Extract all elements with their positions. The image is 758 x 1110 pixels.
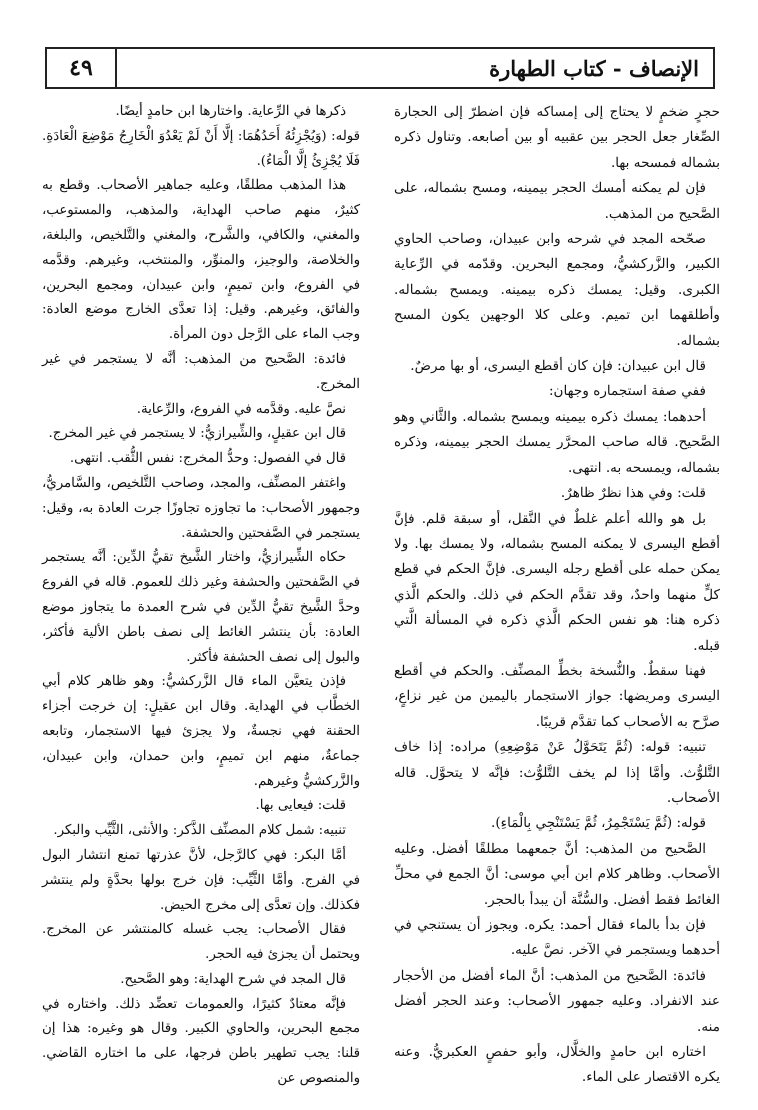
right-column xyxy=(394,100,720,1091)
paragraph: فقال الأصحاب: يجب غسله كالمنتشر عن المخرج. ويحتمل أن يجزئ فيه الحجر. xyxy=(42,922,360,963)
paragraph: قال ابن عبيدان: فإن كان أقطع اليسرى، أو بها مرضٌ. xyxy=(410,358,706,375)
paragraph: فإن لم يمكنه أمسك الحجر بيمينه، ومسح بشماله، على الصَّحيح من المذهب. xyxy=(394,180,720,222)
paragraph: ففي صفة استجماره وجهان: xyxy=(548,383,706,400)
page-number: ٤٩ xyxy=(47,49,117,87)
paragraph: قال ابن عقيلٍ، والشِّيرازيُّ: لا يستجمر في غير المخرج. xyxy=(48,426,346,442)
paragraph: فائدة: الصَّحيح من المذهب: أنَّه لا يستجمر في غير المخرج. xyxy=(42,351,360,392)
paragraph: فائدة: الصَّحيح من المذهب: أنَّ الماء أفضل من الأحجار عند الانفراد. وعليه جمهور الأصحاب: وعند الحجر أفضل منه. xyxy=(394,967,720,1035)
paragraph: قوله: (ثُمَّ يَسْتَجْمِرُ، ثُمَّ يَسْتَنْجِي بِالْمَاءِ). xyxy=(491,815,706,832)
paragraph: صحّحه المجد في شرحه وابن عبيدان، وصاحب الحاوي الكبير، والزَّركشيُّ، ومجمع البحرين. وقدّمه في الرِّعاية الكبرى. وقيل: يمسك ذكره بيمينه. ويمسح بشماله. وأطلقهما ابن تميم. وعلى كلا الوجهين يكون المسح بشماله. xyxy=(394,231,720,349)
running-header xyxy=(45,47,715,89)
paragraph: قوله: (وَيُجْزِئُهُ أَحَدُهُمَا: إلَّا أَنْ لَمْ يَعْدُوَ الْخَارِجُ مَوْضِعَ الْعَادَةِ. فَلَا يُجْزِئُ إلَّا الْمَاءُ). xyxy=(42,128,360,169)
paragraph: قال في الفصول: وحدُّ المخرج: نفس الثُّقب. انتهى. xyxy=(69,451,346,467)
paragraph: تنبيه: قوله: (ثُمَّ يَتَحَوَّلُ عَنْ مَوْضِعِهِ) مراده: إذا خاف التَّلوُّث. وأمَّا إذا لم يخف التَّلوُّث: فإنَّه لا يتحوَّل. قاله الأصحاب. xyxy=(394,739,720,806)
paragraph: فهنا سقطٌ. والنُّسخة بخطِّ المصنِّف. والحكم في أقطع اليسرى ومريضها: جواز الاستجمار باليمين من غير نزاعٍ، صرَّح به الأصحاب كما تقدَّم قريبًا. xyxy=(394,662,720,730)
paragraph: حجرٍ ضخمٍ لا يحتاج إلى إمساكه فإن اضطرّ إلى الحجارة الصِّغار جعل الحجر بين عقبيه أو بين أصابعه. وتناول ذكره بشماله فمسحه بها. xyxy=(394,104,720,171)
paragraph: فإذن يتعيَّن الماء قال الزَّركشيُّ: وهو ظاهر كلام أبي الخطَّاب في الهداية. وقال ابن عقيلٍ: إن خرجت أجزاء الحقنة فهي نجسةٌ، ولا يجزئ فيها الاستجمار، وتابعه جماعةٌ، منهم ابن تميمٍ، وابن حمدان، وابن عبيدان، والزَّركشيُّ وغيرهم. xyxy=(42,674,360,789)
paragraph: ذكرها في الرِّعاية. واختارها ابن حامدٍ أيضًا. xyxy=(115,104,346,119)
paragraph: هذا المذهب مطلقًا، وعليه جماهير الأصحاب. وقطع به كثيرٌ، منهم صاحب الهداية، والمذهب، والمستوعب، والمغني، والكافي، والشَّرح، والمغني والتَّلخيص، والبلغة، والخلاصة، والوجيز، والمنوِّر، والمنتخب، وغيرهم. وقدَّمه في الفروع، وابن تميمٍ، وابن عبيدان، ومجمع البحرين، والفائق، وغيرهم. وقيل: إذا تعدَّى الخارج موضع العادة: وجب الماء على الرَّجل دون المرأة. xyxy=(42,178,360,343)
running-title: الإنصاف - كتاب الطهارة xyxy=(489,55,699,81)
left-column xyxy=(42,100,360,1092)
paragraph: حكاه الشِّيرازيُّ، واختار الشَّيخ تقيُّ الدِّين: أنَّه يستجمر في الصَّفحتين والحشفة وغير ذلك للعموم. قاله في الفروع وحدَّ الشَّيخ تقيُّ الدِّين في شرح العمدة ما يتجاوز موضع العادة: بأن ينتشر الغائط إلى نصف باطن الألية فأكثر، والبول إلى نصف الحشفة فأكثر. xyxy=(42,550,360,665)
paragraph: أمَّا البكر: فهي كالرَّجل، لأنَّ عذرتها تمنع انتشار البول في الفرج. وأمَّا الثَّيِّب: فإن خرج بولها بحدَّةٍ ولم ينتشر فكذلك. وإن تعدَّى إلى مخرج الحيض. xyxy=(42,847,360,913)
paragraph: فإنَّه معتادٌ كثيرًا، والعمومات تعضِّد ذلك. واختاره في مجمع البحرين، والحاوي الكبير. وقال هو وغيره: هذا إن قلنا: يجب تطهير باطن فرجها، على ما اختاره القاضي. والمنصوص عن xyxy=(42,996,360,1087)
paragraph: فإن بدأ بالماء فقال أحمد: يكره. ويجوز أن يستنجي في أحدهما ويستجمر في الآخر. نصَّ عليه. xyxy=(394,917,720,959)
paragraph: تنبيه: شمل كلام المصنِّف الذَّكر: والأنثى، الثَّيِّب والبكر. xyxy=(53,823,346,839)
paragraph: نصَّ عليه. وقدَّمه في الفروع، والرِّعاية. xyxy=(136,401,346,417)
paragraph: قلت: فيعايى بها. xyxy=(255,798,346,814)
paragraph: اختاره ابن حامدٍ والخلَّال، وأبو حفصٍ العكبريُّ. وعنه يكره الاقتصار على الماء. xyxy=(394,1044,720,1086)
paragraph: الصَّحيح من المذهب: أنَّ جمعهما مطلقًا أفضل. وعليه الأصحاب. وظاهر كلام ابن أبي موسى: أنَّ الجمع في محلِّ الغائط فقط أفضل. والسُّنَّة أن يبدأ بالحجر. xyxy=(394,840,720,908)
paragraph: بل هو والله أعلم غلطٌ في النَّقل، أو سبقة قلم. فإنَّ أقطع اليسرى لا يمكنه المسح بشماله، ولا يمسك بها. ولا يمكن حمله على أقطع رجله اليسرى. فإنَّ الحكم في قطع كلٍّ منهما واحدٌ، وقد تقدَّم الحكم في ذلك. والحكم الَّذي ذكره هنا: هو نفس الحكم الَّذي ذكره في المسألة الَّتي قبله. xyxy=(394,510,720,654)
paragraph: قال المجد في شرح الهداية: وهو الصَّحيح. xyxy=(120,971,346,987)
paragraph: قلت: وفي هذا نظرٌ ظاهرٌ. xyxy=(560,485,706,502)
paragraph: أحدهما: يمسك ذكره بيمينه ويمسح بشماله. والثَّاني وهو الصَّحيح. قاله صاحب المحرَّر يمسك الحجر بيمينه، وذكره بشماله، ويمسحه به. انتهى. xyxy=(394,408,720,476)
paragraph: واغتفر المصنِّف، والمجد، وصاحب التَّلخيص، والسَّامريُّ، وجمهور الأصحاب: ما تجاوزه تجاوزًا جرت العادة به، وقيل: يستجمر في الصَّفحتين والحشفة. xyxy=(42,475,360,541)
